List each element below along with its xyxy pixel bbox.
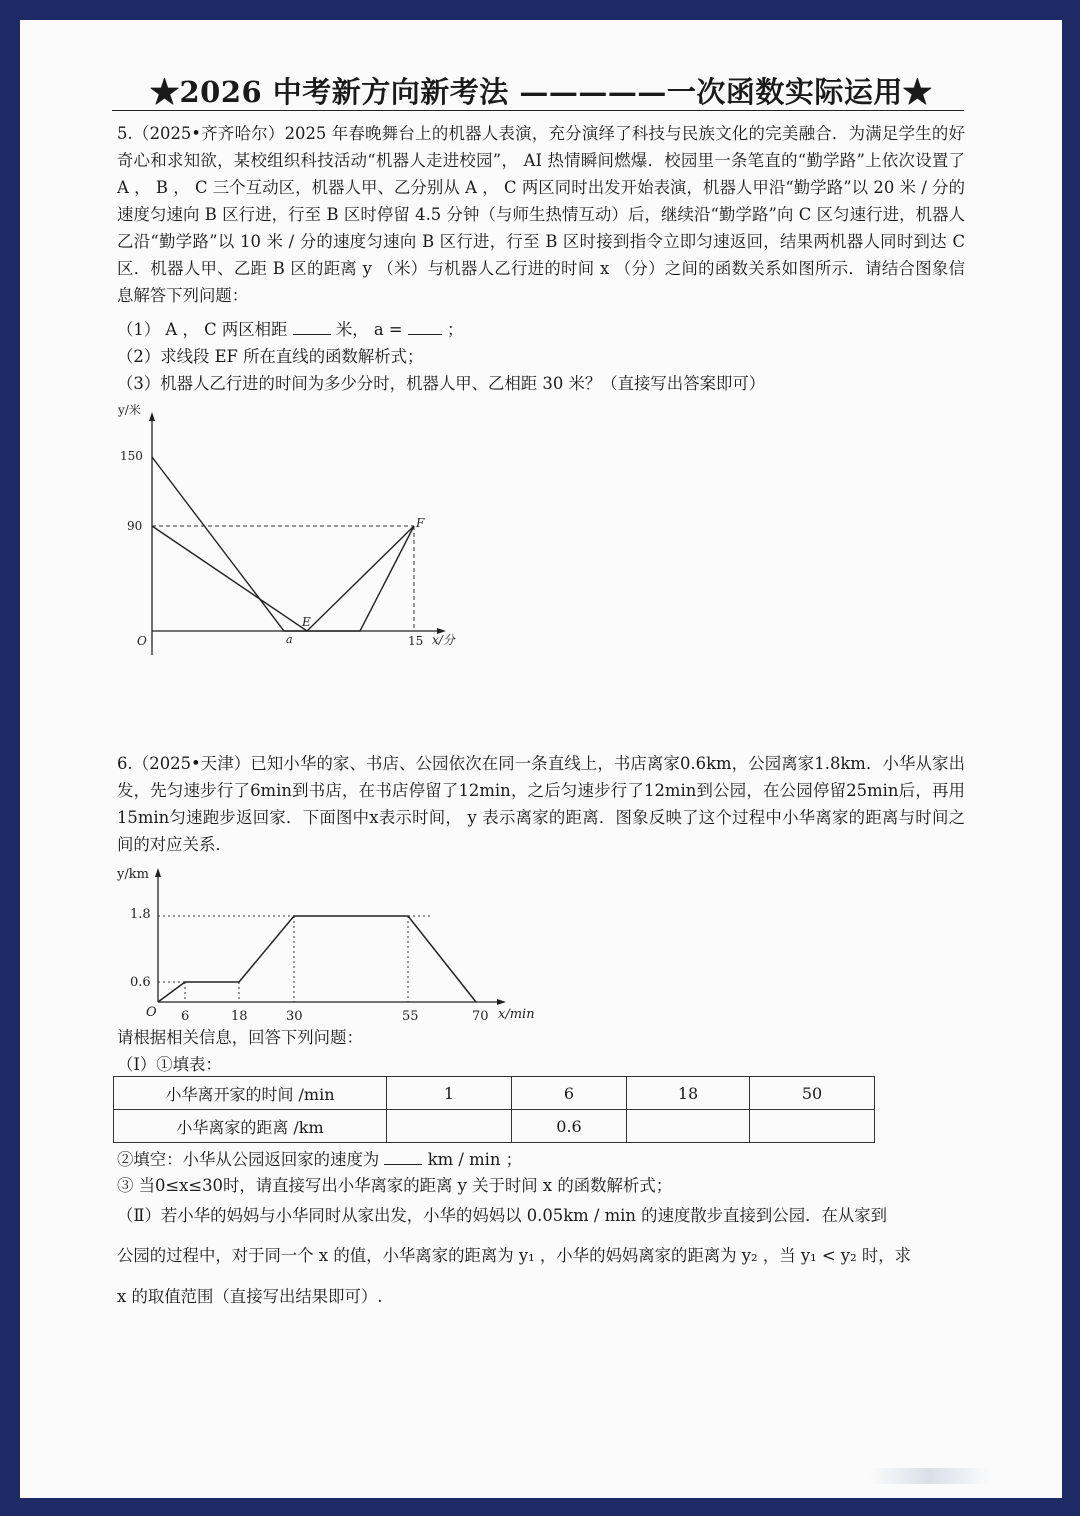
q5-y-arrow (149, 412, 155, 421)
q5-ytick-150: 150 (120, 449, 143, 463)
table-row (114, 1110, 875, 1143)
q5-paragraph: 5.（2025•齐齐哈尔）2025 年春晚舞台上的机器人表演，充分演绎了科技与民族文化的完美融合．为满足学生的好奇心和求知欲，某校组织科技活动“机器人走进校园”， AI 热情瞬间燃爆．校园里一条笔直的“勤学路”上依次设置了 A ， B ， C 三个互动区，机器人甲、乙分别从 A ， C 两区同时出发开始表演，机器人甲沿“勤学路”以 20 米 / 分的速度匀速向 B 区行进，行至 B 区时停留 4.5 分钟（与师生热情互动）后，继续沿“勤学路”向 C 区匀速行进，机器人乙沿“勤学路”以 10 米 / 分的速度匀速向 B 区行进，行至 B 区时接到指令立即匀速返回，结果两机器人同时到达 C 区．机器人甲、乙距 B 区的距离 y （米）与机器人乙行进的时间 x （分）之间的函数关系如图所示．请结合图象信息解答下列问题： (117, 124, 965, 305)
q6-fill2-text-b: km / min ； (427, 1150, 523, 1169)
q6-graph (110, 862, 570, 1022)
q5-sub1-text-c: ； (446, 320, 464, 339)
q6-fill2 (117, 1146, 522, 1170)
q5-sub3: （3）机器人乙行进的时间为多少分时，机器人甲、乙相距 30 米？（直接写出答案即可） (117, 374, 766, 393)
q5-blank-distance[interactable] (293, 320, 331, 335)
q6-ytick-0.6: 0.6 (130, 975, 151, 990)
q6-part1: （Ⅰ）①填表： (117, 1055, 222, 1074)
q5-xlabel: x/分 (432, 633, 455, 647)
q5-sub1 (117, 316, 463, 340)
q6-y-arrow (155, 868, 161, 877)
q5-graph (110, 400, 510, 680)
q5-xtick-a: a (286, 633, 293, 646)
q5-sub2: （2）求线段 EF 所在直线的函数解析式； (117, 347, 424, 366)
q6-fill3: ③ 当0≤x≤30时，请直接写出小华离家的距离 y 关于时间 x 的函数解析式； (117, 1176, 673, 1195)
q5-line-yi (152, 526, 414, 631)
table-cell: 18 (627, 1077, 750, 1110)
q6-part2-line3: x 的取值范围（直接写出结果即可）. (117, 1287, 383, 1306)
q6-distance-line (158, 916, 476, 1002)
q5-line-jia (152, 457, 414, 631)
q6-part2-line1: （Ⅱ）若小华的妈妈与小华同时从家出发，小华的妈妈以 0.05km / min 的速度散步直接到公园．在从家到 (117, 1206, 888, 1225)
exam-page (20, 20, 1062, 1498)
table-header-time: 小华离开家的时间 /min (114, 1077, 387, 1110)
q6-origin: O (146, 1005, 157, 1020)
q5-xtick-15: 15 (408, 634, 424, 648)
table-cell: 0.6 (512, 1110, 627, 1143)
title-underline (112, 110, 964, 111)
q6-x-arrow (497, 999, 506, 1005)
table-cell-input[interactable] (750, 1110, 875, 1143)
q6-xtick-6: 6 (181, 1009, 190, 1022)
q5-ylabel: y/米 (118, 403, 141, 417)
table-cell: 50 (750, 1077, 875, 1110)
q5-sub1-text-a: （1） A ， C 两区相距 (117, 320, 288, 339)
q6-ytick-1.8: 1.8 (130, 907, 151, 922)
q6-ylabel: y/km (117, 867, 149, 882)
q5-point-E: E (302, 615, 311, 629)
q6-paragraph: 6.（2025•天津）已知小华的家、书店、公园依次在同一条直线上，书店离家0.6km，公园离家1.8km．小华从家出发，先匀速步行了6min到书店，在书店停留了12min，之后匀速步行了12min到公园，在公园停留25min后，再用15min匀速跑步返回家．下面图中x表示时间， y 表示离家的距离．图象反映了这个过程中小华离家的距离与时间之间的对应关系． (117, 754, 965, 854)
q6-part2-line2: 公园的过程中，对于同一个 x 的值，小华离家的距离为 y₁ ，小华的妈妈离家的距离为 y₂ ，当 y₁ < y₂ 时，求 (117, 1246, 912, 1265)
q5-blank-a[interactable] (408, 320, 442, 335)
q5-point-F: F (416, 516, 425, 530)
q6-xtick-70: 70 (472, 1009, 489, 1022)
q5-ytick-90: 90 (127, 519, 143, 533)
table-cell: 6 (512, 1077, 627, 1110)
q6-blank-speed[interactable] (384, 1150, 422, 1165)
table-row (114, 1077, 875, 1110)
page-title: ★2026 中考新方向新考法 —————一次函数实际运用★ (150, 75, 933, 109)
q6-fill2-text-a: ②填空：小华从公园返回家的速度为 (117, 1150, 380, 1169)
q6-xtick-55: 55 (402, 1009, 419, 1022)
table-cell-input[interactable] (627, 1110, 750, 1143)
q5-origin: O (137, 634, 147, 648)
scan-smudge (870, 1468, 990, 1484)
q6-prompt: 请根据相关信息，回答下列问题： (117, 1028, 363, 1047)
q6-xtick-18: 18 (231, 1009, 248, 1022)
q6-fill-table (113, 1076, 875, 1143)
q6-xlabel: x/min (498, 1007, 535, 1022)
table-header-distance: 小华离家的距离 /km (114, 1110, 387, 1143)
q6-xtick-30: 30 (286, 1009, 303, 1022)
table-cell-input[interactable] (387, 1110, 512, 1143)
table-cell: 1 (387, 1077, 512, 1110)
q5-sub1-text-b: 米， a = (335, 320, 403, 339)
